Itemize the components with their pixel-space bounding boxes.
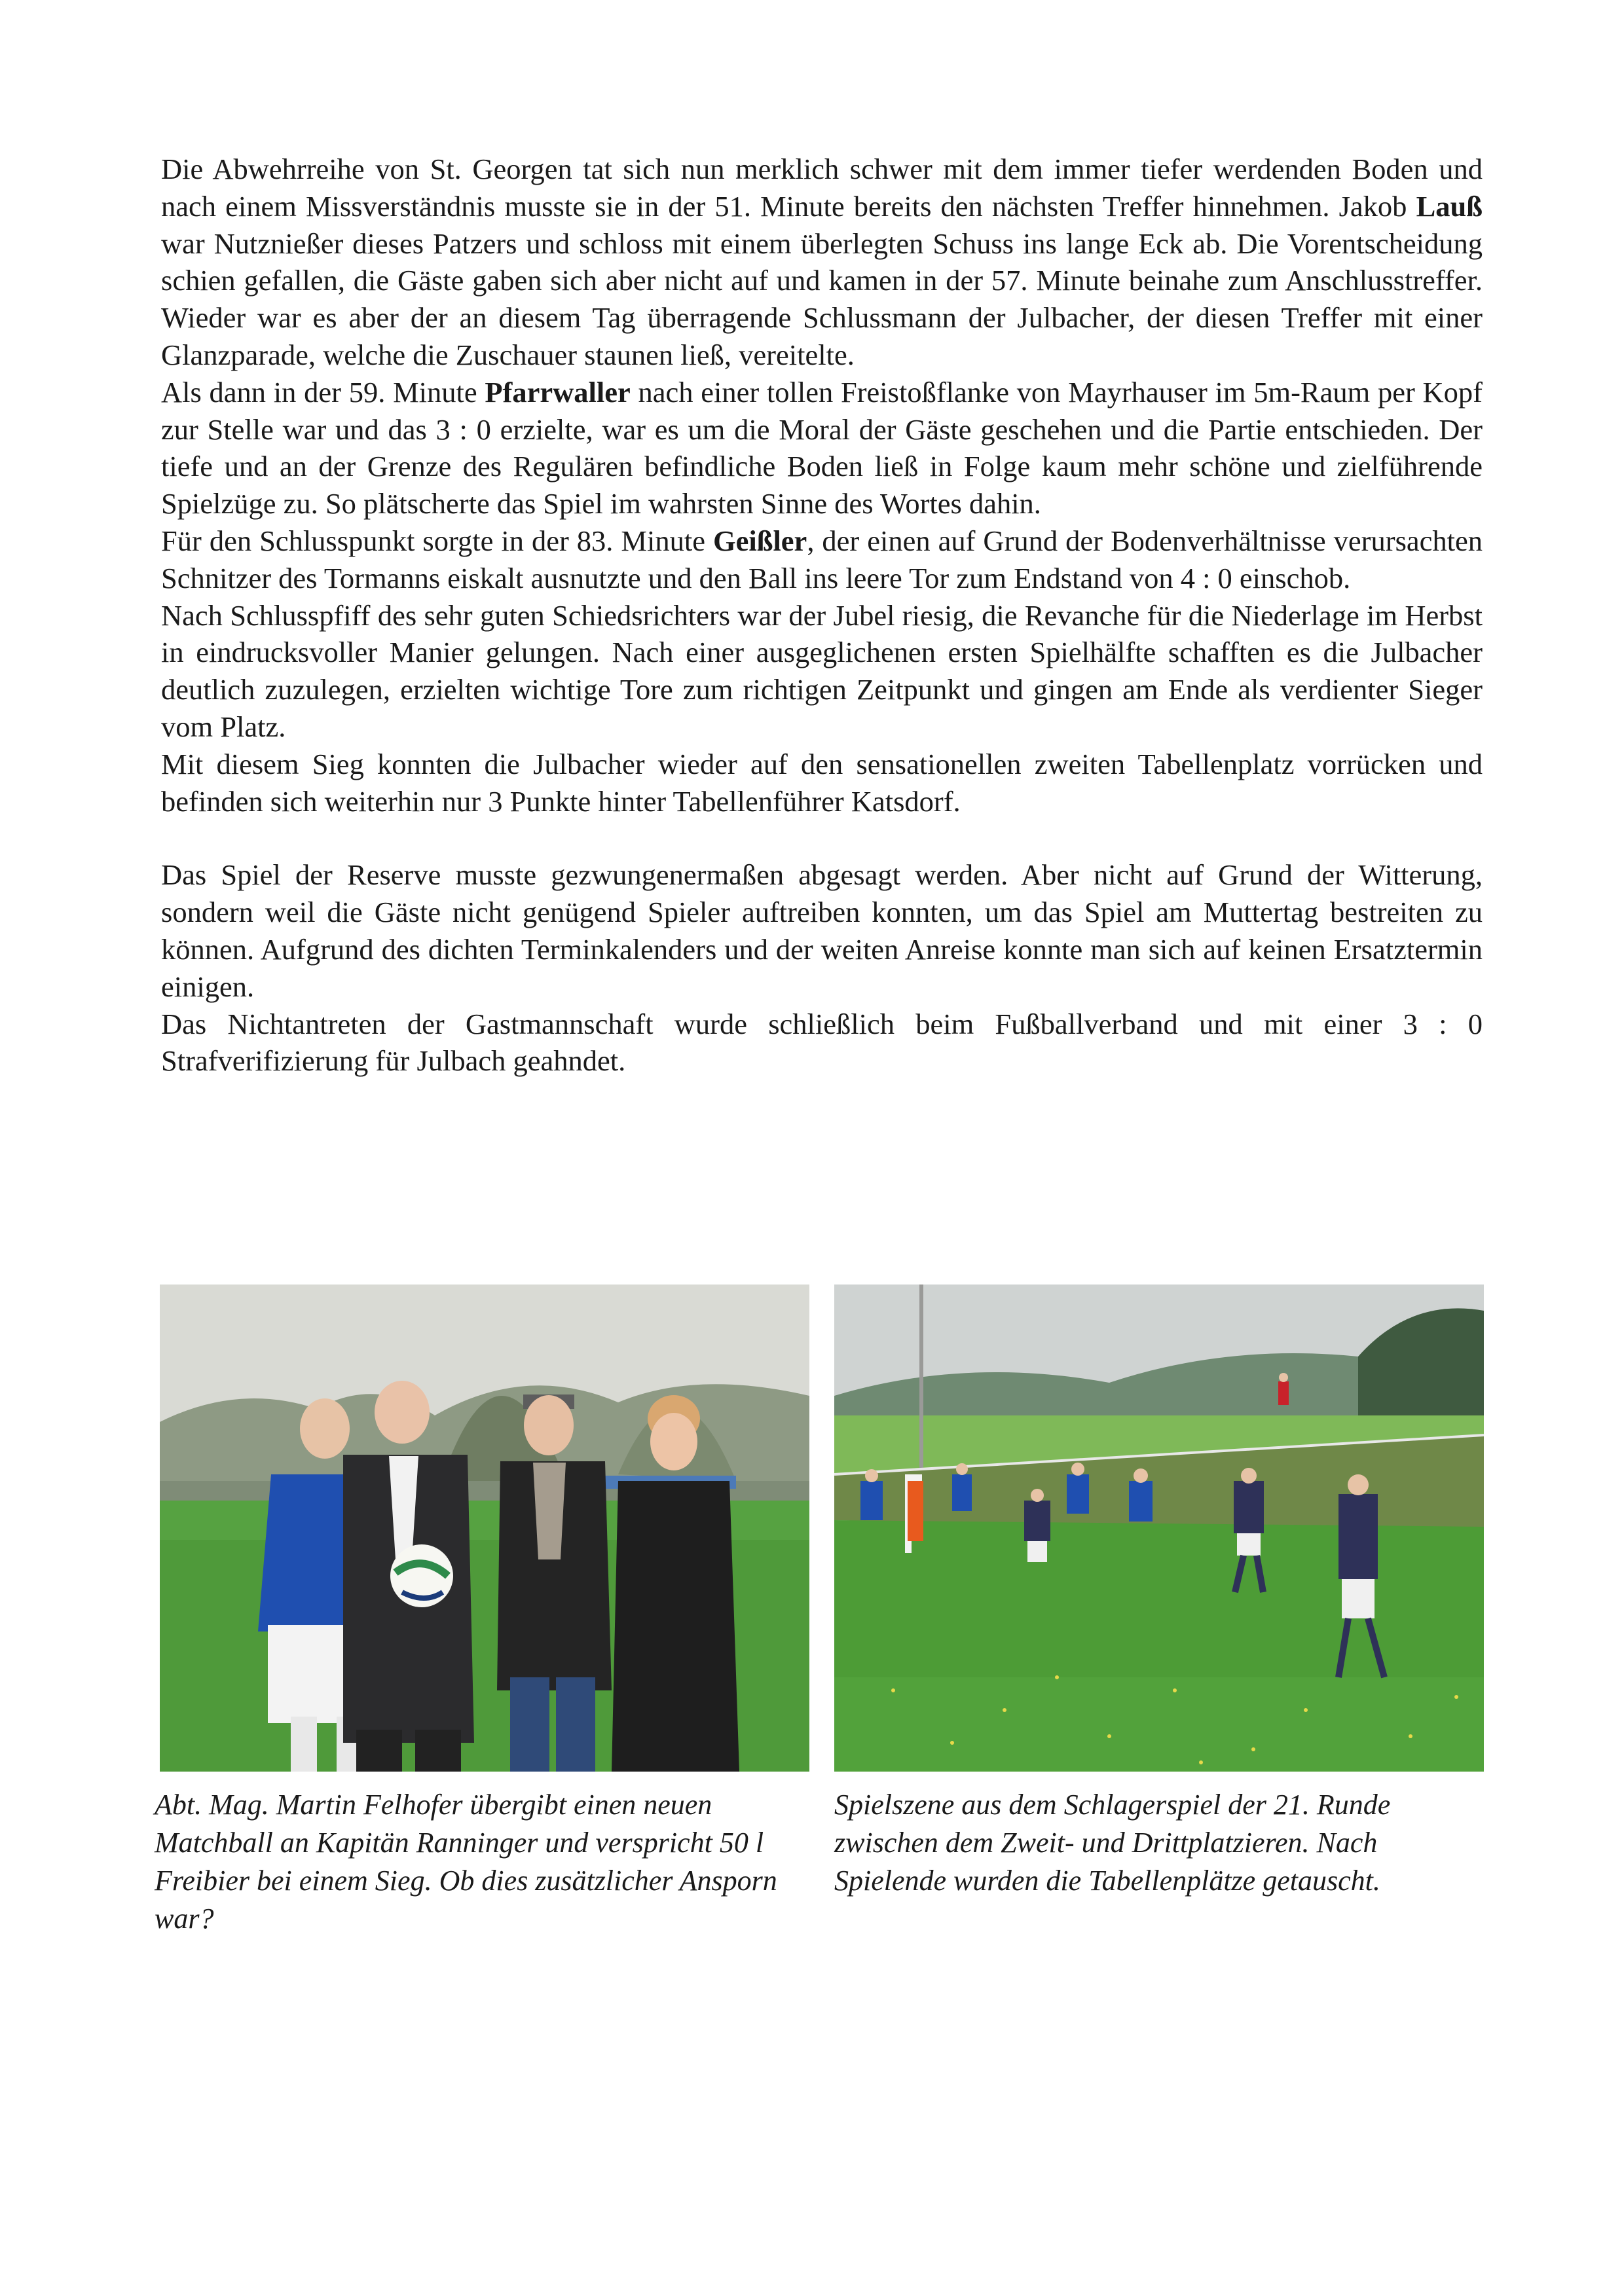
paragraph-4: Nach Schlusspfiff des sehr guten Schiedsrichters war der Jubel riesig, die Revanche für die Niederlage im Herbst in eindrucksvoller Manier gelungen. Nach einer ausgeglichenen ersten Spielhälfte schafften es die Julbacher deutlich zuzulegen, erzielten wichtige Tore zum richtigen Zeitpunkt und gingen am Ende als verdienter Sieger vom Platz. [161, 598, 1483, 743]
paragraph-3 [161, 522, 1483, 597]
paragraph-7: Das Nichtantreten der Gastmannschaft wurde schließlich beim Fußballverband und mit einer 3 : 0 Strafverifizierung für Julbach geahndet. [161, 1007, 1483, 1078]
paragraph-3-rest: , der einen auf Grund der Bodenverhältnisse verursachten Schnitzer des Tormanns eiskalt ausnutzte und den Ball ins leere Tor zum Endstand von 4 : 0 einschob. [161, 524, 1483, 594]
paragraph-2-rest: nach einer tollen Freistoßflanke von Mayrhauser im 5m-Raum per Kopf zur Stelle war und das 3 : 0 erzielte, war es um die Moral der Gäste geschehen und die Partie entschieden. Der tiefe und an der Grenze des Regulären befindliche Boden ließ in Folge kaum mehr schöne und zielführende Spielzüge zu. So plätscherte das Spiel im wahrsten Sinne des Wortes dahin. [161, 375, 1483, 520]
player-name-geissler: Geißler [712, 524, 807, 557]
paragraph-1-text: Die Abwehrreihe von St. Georgen tat sich nun merklich schwer mit dem immer tiefer werdenden Boden und nach einem Missverständnis musste sie in der 51. Minute bereits den nächsten Treffer hinnehmen. Jakob [161, 153, 1483, 223]
paragraph-6: Das Spiel der Reserve musste gezwungenermaßen abgesagt werden. Aber nicht auf Grund der Witterung, sondern weil die Gäste nicht genügend Spieler auftreiben konnten, um das Spiel am Muttertag bestreiten zu können. Aufgrund des dichten Terminkalenders und der weiten Anreise konnte man sich auf keinen Ersatztermin einigen. [161, 858, 1483, 1003]
photo-matchball-handover-image [160, 1285, 809, 1772]
article-body [161, 151, 1483, 1080]
paragraph-gap [161, 820, 1483, 856]
paragraph-2-text: Als dann in der 59. Minute [161, 375, 485, 409]
paragraph-2 [161, 374, 1483, 522]
paragraph-1 [161, 151, 1483, 374]
photo-match-scene-image [834, 1285, 1484, 1772]
photo-match-scene [834, 1285, 1484, 1772]
caption-match-scene: Spielszene aus dem Schlagerspiel der 21. Runde zwischen dem Zweit- und Drittplatzieren. Nach Spielende wurden die Tabellenplätze getauscht. [834, 1789, 1391, 1897]
player-name-lauss: Lauß [1416, 189, 1483, 223]
paragraph-5: Mit diesem Sieg konnten die Julbacher wieder auf den sensationellen zweiten Tabellenplatz vorrücken und befinden sich weiterhin nur 3 Punkte hinter Tabellenführer Katsdorf. [161, 747, 1483, 818]
paragraph-1-rest: war Nutznießer dieses Patzers und schloss mit einem überlegten Schuss ins lange Eck ab. Die Vorentscheidung schien gefallen, die Gäste gaben sich aber nicht auf und kamen in der 57. Minute beinahe zum Anschlusstreffer. Wieder war es aber der an diesem Tag überragende Schlussmann der Julbacher, der diesen Treffer mit einer Glanzparade, welche die Zuschauer staunen ließ, vereitelte. [161, 227, 1483, 371]
photo-matchball-handover [160, 1285, 809, 1772]
player-name-pfarrwaller: Pfarrwaller [485, 375, 631, 409]
paragraph-3-text: Für den Schlusspunkt sorgte in der 83. Minute [161, 524, 713, 557]
caption-matchball-handover: Abt. Mag. Martin Felhofer übergibt einen neuen Matchball an Kapitän Ranninger und verspricht 50 l Freibier bei einem Sieg. Ob dies zusätzlicher Ansporn war? [155, 1789, 777, 1935]
